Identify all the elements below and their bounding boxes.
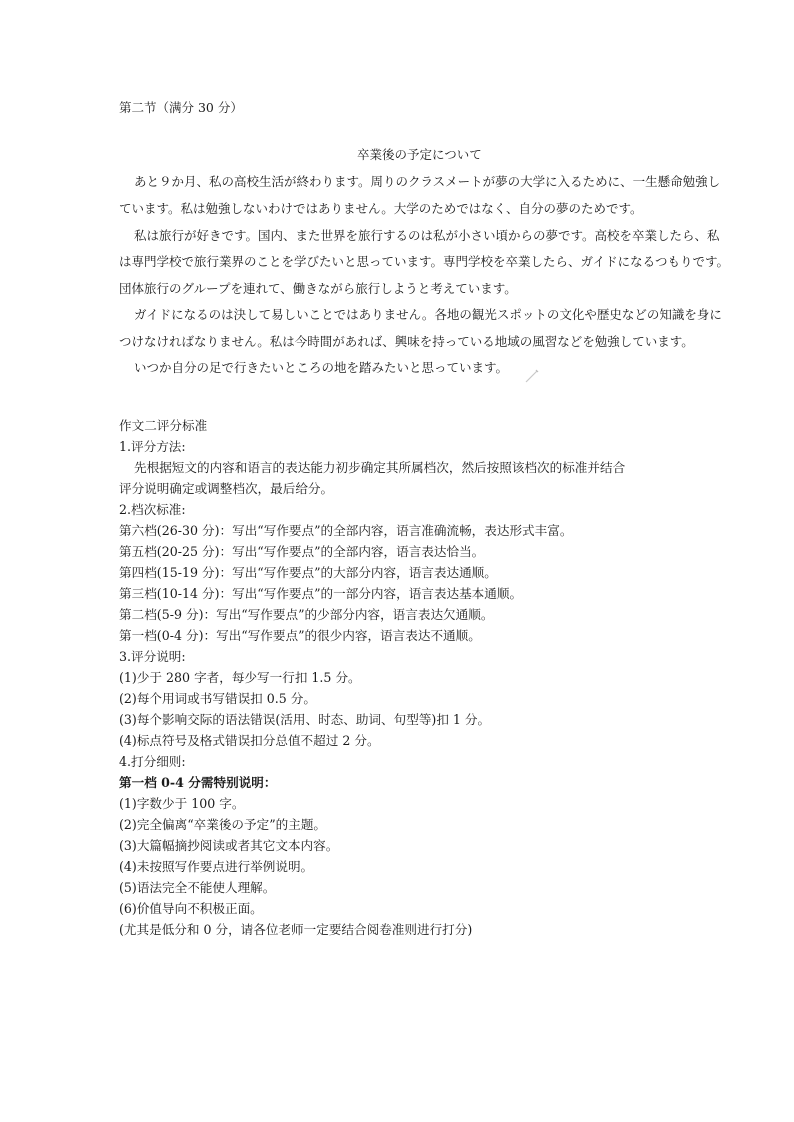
note-item: (1)少于 280 字者，每少写一行扣 1.5 分。 bbox=[119, 670, 361, 685]
essay-line: いつか自分の足で行きたいところの地を踏みたいと思っています。 bbox=[134, 360, 509, 375]
essay-line: つけなければなりません。私は今時間があれば、興味を持っている地域の風習などを勉強しています。 bbox=[119, 334, 694, 349]
note-item: (2)每个用词或书写错误扣 0.5 分。 bbox=[119, 691, 316, 706]
essay-line: 団体旅行のグループを連れて、働きながら旅行しようと考えています。 bbox=[119, 281, 517, 296]
section-heading: 第二节（满分 30 分） bbox=[119, 100, 243, 115]
note-item: (4)标点符号及格式错误扣分总值不超过 2 分。 bbox=[119, 733, 380, 748]
special-item: (5)语法完全不能使人理解。 bbox=[119, 880, 276, 895]
note-item: (3)每个影响交际的语法错误(活用、时态、助词、句型等)扣 1 分。 bbox=[119, 712, 491, 727]
essay-title: 卒業後の予定について bbox=[357, 147, 482, 162]
level-item: 第二档(5-9 分)：写出“写作要点”的少部分内容，语言表达欠通顺。 bbox=[119, 607, 494, 622]
essay-line: ガイドになるのは決して易しいことではありません。各地の観光スポットの文化や歴史などの知識を身に bbox=[134, 307, 722, 322]
essay-line: は専門学校で旅行業界のことを学びたいと思っています。専門学校を卒業したら、ガイドになるつもりです。 bbox=[119, 254, 730, 269]
method-line: 先根据短文的内容和语言的表达能力初步确定其所属档次，然后按照该档次的标准并结合 bbox=[134, 460, 626, 475]
special-item: (3)大篇幅摘抄阅读或者其它文本内容。 bbox=[119, 838, 339, 853]
essay-line: あと９か月、私の高校生活が終わります。周りのクラスメートが夢の大学に入るために、一生懸命勉強し bbox=[134, 174, 721, 189]
method-line: 评分说明确定或调整档次，最后给分。 bbox=[119, 481, 334, 496]
essay-line: ています。私は勉強しないわけではありません。大学のためではなく、自分の夢のためです。 bbox=[119, 201, 643, 216]
special-heading: 第一档 0-4 分需特别说明： bbox=[119, 775, 277, 790]
essay-line: 私は旅行が好きです。国内、また世界を旅行するのは私が小さい頃からの夢です。高校を卒業したら、私 bbox=[134, 228, 720, 243]
level-item: 第一档(0-4 分)：写出“写作要点”的很少内容，语言表达不通顺。 bbox=[119, 628, 481, 643]
special-item: (2)完全偏离“卒業後の予定”的主题。 bbox=[119, 817, 327, 832]
method-heading: 1.评分方法: bbox=[119, 439, 186, 454]
details-heading: 4.打分细则: bbox=[119, 754, 186, 769]
levels-heading: 2.档次标准: bbox=[119, 502, 186, 517]
level-item: 第三档(10-14 分)：写出“写作要点”的一部分内容，语言表达基本通顺。 bbox=[119, 586, 523, 601]
special-item: (1)字数少于 100 字。 bbox=[119, 796, 245, 811]
special-item: (6)价值导向不积极正面。 bbox=[119, 901, 263, 916]
level-item: 第六档(26-30 分)：写出“写作要点”的全部内容，语言准确流畅，表达形式丰富。 bbox=[119, 523, 573, 538]
special-item: (4)未按照写作要点进行举例说明。 bbox=[119, 859, 314, 874]
footer-note: (尤其是低分和 0 分，请各位老师一定要结合阅卷准则进行打分) bbox=[119, 922, 473, 937]
notes-heading: 3.评分说明: bbox=[119, 649, 186, 664]
level-item: 第五档(20-25 分)：写出“写作要点”的全部内容，语言表达恰当。 bbox=[119, 544, 485, 559]
rubric-title: 作文二评分标准 bbox=[119, 418, 208, 433]
pen-mark-icon bbox=[524, 368, 540, 384]
level-item: 第四档(15-19 分)：写出“写作要点”的大部分内容，语言表达通顺。 bbox=[119, 565, 497, 580]
